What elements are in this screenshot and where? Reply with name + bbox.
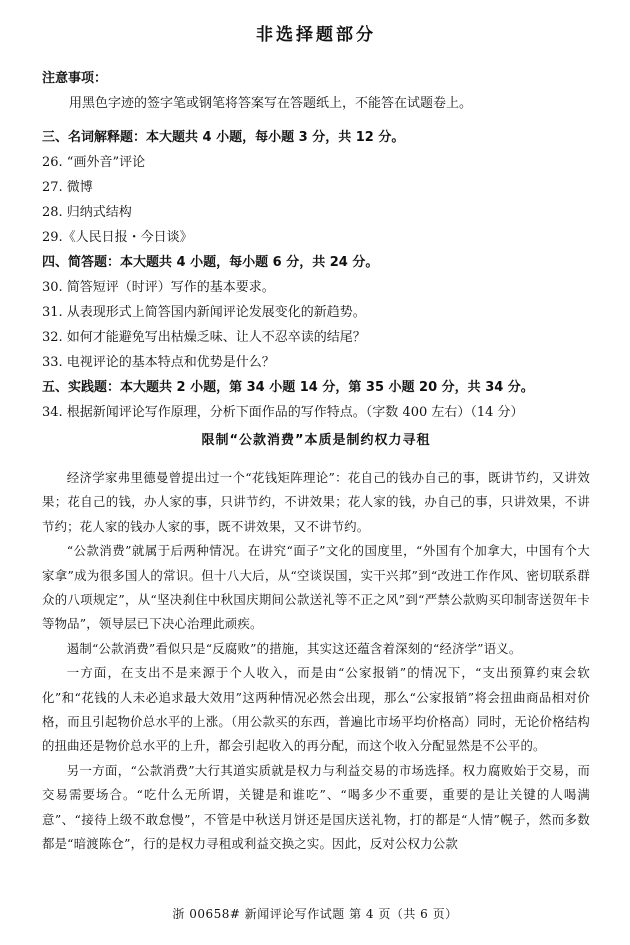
notes-body: 用黑色字迹的签字笔或钢笔将答案写在答题纸上，不能答在试题卷上。 bbox=[69, 96, 473, 111]
question-33: 33. 电视评论的基本特点和优势是什么？ bbox=[42, 355, 275, 370]
section-heading: 四、简答题：本大题共 4 小题，每小题 6 分，共 24 分。 bbox=[42, 255, 379, 270]
essay-paragraph: 经济学家弗里德曼曾提出过一个“花钱矩阵理论”：花自己的钱办自己的事，既讲节约，又讲效果；花自己的钱，办人家的事，只讲节约，不讲效果；花人家的钱，办自己的事，只讲效果，不讲节约；花人家的钱办人家的事，既不讲效果，又不讲节约。 bbox=[42, 470, 590, 534]
question-30: 30. 简答短评（时评）写作的基本要求。 bbox=[42, 280, 275, 295]
question-28: 28. 归纳式结构 bbox=[42, 205, 132, 220]
notes-heading: 注意事项： bbox=[42, 71, 108, 86]
question-27: 27. 微博 bbox=[42, 180, 93, 195]
question-34: 34. 根据新闻评论写作原理，分析下面作品的写作特点。（字数 400 左右）（14 分） bbox=[42, 405, 524, 420]
question-32: 32. 如何才能避免写出枯燥乏味、让人不忍卒读的结尾？ bbox=[42, 330, 366, 345]
essay-paragraph: 另一方面，“公款消费”大行其道实质就是权力与利益交易的市场选择。权力腐败始于交易，而交易需要场合。“吃什么无所谓，关键是和谁吃”、“喝多少不重要，重要的是让关键的人喝满意”、“接待上级不敢怠慢”，不管是中秋送月饼还是国庆送礼物，打的都是“人情”幌子，然而多数都是“暗渡陈仓”，行的是权力寻租或利益交换之实。因此，反对公权力公款 bbox=[42, 762, 590, 852]
question-26: 26. “画外音”评论 bbox=[42, 155, 146, 170]
page-footer: 浙 00658# 新闻评论写作试题 第 4 页（共 6 页） bbox=[172, 907, 458, 921]
essay-paragraph: “公款消费”就属于后两种情况。在讲究“面子”文化的国度里，“外国有个加拿大，中国有个大家拿”成为很多国人的常识。但十八大后，从“空谈误国，实干兴邦”到“改进工作作风、密切联系群众的八项规定”，从“坚决刹住中秋国庆期间公款送礼等不正之风”到“严禁公款购买印制寄送贺年卡等物品”，领导层已下决心治理此顽疾。 bbox=[42, 543, 590, 632]
essay-title: 限制“公款消费”本质是制约权力寻租 bbox=[201, 433, 431, 448]
question-29: 29.《人民日报・今日谈》 bbox=[42, 230, 193, 245]
essay-paragraph: 遏制“公款消费”看似只是“反腐败”的措施，其实这还蕴含着深刻的“经济学”语义。 bbox=[66, 640, 522, 656]
section-heading: 三、名词解释题：本大题共 4 小题，每小题 3 分，共 12 分。 bbox=[42, 130, 405, 145]
question-31: 31. 从表现形式上简答国内新闻评论发展变化的新趋势。 bbox=[42, 305, 366, 320]
section-5 bbox=[42, 375, 590, 425]
page-title: 非选择题部分 bbox=[256, 25, 376, 45]
essay-body bbox=[42, 466, 590, 857]
section-3 bbox=[42, 125, 590, 250]
section-heading: 五、实践题：本大题共 2 小题，第 34 小题 14 分，第 35 小题 20 分，共 34 分。 bbox=[42, 380, 534, 395]
section-4 bbox=[42, 250, 590, 375]
essay-paragraph: 一方面，在支出不是来源于个人收入，而是由“公家报销”的情况下，“支出预算约束会软化”和“花钱的人未必追求最大效用”这两种情况必然会出现，那么“公家报销”将会扭曲商品相对价格，而且引起物价总水平的上涨。（用公款买的东西，普遍比市场平均价格高）同时，无论价格结构的扭曲还是物价总水平的上升，都会引起收入的再分配，而这个收入分配显然是不公平的。 bbox=[42, 665, 590, 754]
